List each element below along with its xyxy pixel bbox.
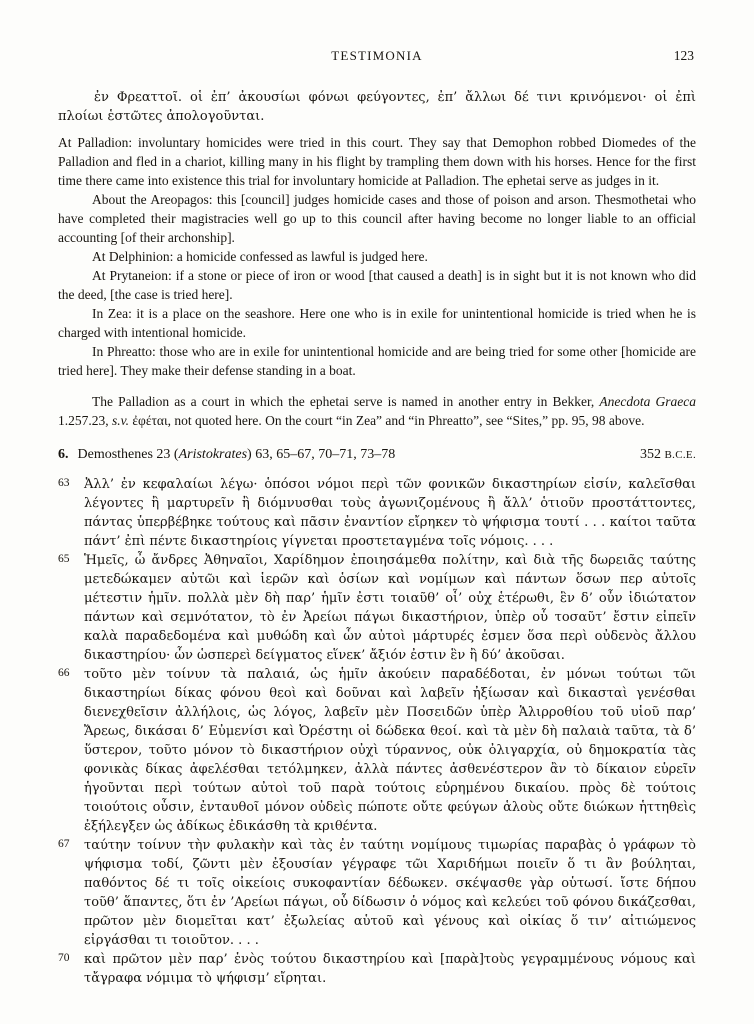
page-number: 123 — [673, 48, 694, 63]
greek-passage-66 — [58, 665, 696, 836]
date-era: B.C.E. — [664, 449, 696, 461]
passage-number: 67 — [58, 838, 70, 850]
passage-greek-text: ταύτην τοίνυν τὴν φυλακὴν καὶ τὰς ἐν ταύτηι νομίμους τιμωρίας παραβὰς ὁ γράφων τὸ ψήφισμα τοδί, ζῶντι μὲν ἐξουσίαν γέγραφε τῶι Χαριδήμωι ποιεῖν ὅ τι ἂν βούληται, παθόντος δέ τι τοῖς οἰκείοις συκοφαντίαν δέδωκεν. σκέψασθε γὰρ οὑτωσί. ἴστε δήπου τοῦθ’ ἅπαντες, ὅτι ἐν ’Αρείωι πάγωι, οὗ δίδωσιν ὁ νόμος καὶ κελεύει τοῦ φόνου δικάζεσθαι, πρῶτον μὲν διομεῖται κατ’ ἐξωλείας αὑτοῦ καὶ γένους καὶ οἰκίας ὅ τιν’ αἰτιώμενος εἰργάσθαι τι τοιοῦτον. . . . — [84, 838, 696, 948]
translation-paragraph-areopagos: About the Areopagos: this [council] judges homicide cases and those of poison and arson. Thesmothetai who have completed their magistracies well go up to this council after having become no longer liable to an official accounting [of their archonship]. — [58, 192, 696, 245]
passage-greek-text: Ἀλλ’ ἐν κεφαλαίωι λέγω· ὁπόσοι νόμοι περὶ τῶν φονικῶν δικαστηρίων εἰσίν, καλεῖσθαι λέγοντες ἢ μαρτυρεῖν ἢ διόμνυσθαι τοὺς ἀγωνιζομένους ἢ ἄλλ’ ὁτιοῦν προστάττοντες, πάντας ὑπερβέβηκε τούτους καὶ πᾶσιν ἐναντίον εἴρηκεν τὸ ψήφισμα τουτί . . . καίτοι ταῦτα πάντ’ ἐπὶ πέντε δικαστηρίοις γίγνεται προστεταγμένα τοῖς νόμοις. . . . — [84, 477, 696, 549]
page-header — [58, 48, 696, 66]
translation-paragraph-phreatto: In Phreatto: those who are in exile for unintentional homicide and are being tried for some other [homicide are tried here]. They make their defense standing in a boat. — [58, 344, 696, 378]
passage-number: 66 — [58, 667, 70, 679]
section-citation — [58, 445, 395, 464]
passage-greek-text: τοῦτο μὲν τοίνυν τὰ παλαιά, ὡς ἡμῖν ἀκούειν παραδέδοται, ἐν μόνωι τούτωι τῶι δικαστηρίωι δίκας φόνου θεοὶ καὶ δοῦναι καὶ λαβεῖν ἠξίωσαν καὶ δικασταὶ γενέσθαι διενεχθεῖσιν ἀλλήλοις, ὡς λόγος, λαβεῖν μὲν Ποσειδῶν ὑπὲρ Ἁλιρροθίου τοῦ υἱοῦ παρ’ Ἄρεως, δικάσαι δ’ Εὐμενίσι καὶ Ὀρέστηι οἱ δώδεκα θεοί. καὶ τὰ μὲν δὴ παλαιὰ ταῦτα, τὰ δ’ ὕστερον, τοῦτο μόνον τὸ δικαστήριον οὐχὶ τύραννος, οὐκ ὀλιγαρχία, οὐ δημοκρατία τὰς φονικὰς δίκας ἀφελέσθαι τετόλμηκεν, ἀλλὰ πάντες ἀσθενέστερον ἂν τὸ δίκαιον εὑρεῖν ἡγοῦνται περὶ τούτων αὐτοὶ τοῦ παρὰ τούτοις εὑρημένου δικαίου. πρὸς δὲ τούτοις τοιούτοις οὖσιν, ἐνταυθοῖ μόνον οὐδεὶς πώποτε οὔτε φεύγων ἁλοὺς οὔτε διώκων ἡττηθεὶς ἐξήλεγξεν ὡς ἀδίκως ἐδικάσθη τὰ κριθέντα. — [84, 667, 696, 834]
citation-sections: ) 63, 65–67, 70–71, 73–78 — [247, 447, 396, 462]
passage-greek-text: καὶ πρῶτον μὲν παρ’ ἑνὸς τούτου δικαστηρίου καὶ [παρὰ]τοὺς γεγραμμένους νόμους καὶ τἄγραφα νόμιμα τὸ ψήφισμ’ εἴρηται. — [84, 952, 696, 986]
commentary-sv-abbrev: s.v. — [112, 413, 129, 428]
passage-number: 70 — [58, 952, 70, 964]
translation-paragraph-palladion: At Palladion: involuntary homicides were tried in this court. They say that Demophon robbed Diomedes of the Palladion and fled in a chariot, killing many in his flight by trampling them down with his horses. Hence for the first time there came into existence this trial for involuntary homicide at Palladion. The ephetai serve as judges in it. — [58, 135, 696, 188]
greek-quote-continuation: ἐν Φρεαττοῖ. οἱ ἐπ’ ἀκουσίωι φόνωι φεύγοντες, ἐπ’ ἄλλωι δέ τινι κρινόμενοι· οἱ ἐπὶ πλοίωι ἑστῶτες ἀπολογοῦνται. — [58, 90, 696, 124]
greek-passage-65 — [58, 551, 696, 665]
translation-paragraph-prytaneion: At Prytaneion: if a stone or piece of iron or wood [that caused a death] is in sight but it is not known who did the deed, [the case is tried here]. — [58, 268, 696, 302]
commentary-paragraph — [58, 392, 696, 430]
commentary-work-title: Anecdota Graeca — [599, 394, 697, 409]
running-head: TESTIMONIA — [331, 48, 423, 63]
passage-number: 63 — [58, 477, 70, 489]
greek-passage-67 — [58, 836, 696, 950]
commentary-text: 1.257.23, — [58, 413, 112, 428]
commentary-text: ἐφέται, not quoted here. On the court “in Zea” and “in Phreatto”, see “Sites,” pp. 95, 98 above. — [129, 413, 645, 428]
section-date — [640, 445, 696, 465]
section-heading — [58, 445, 696, 465]
passage-greek-text: Ἡμεῖς, ὦ ἄνδρες Ἀθηναῖοι, Χαρίδημον ἐποιησάμεθα πολίτην, καὶ διὰ τῆς δωρειᾶς ταύτης μετεδώκαμεν αὐτῶι καὶ ἱερῶν καὶ ὁσίων καὶ νομίμων καὶ πάντων ὅσων περ αὐτοῖς μέτεστιν ἡμῖν. πολλὰ μὲν δὴ παρ’ ἡμῖν ἐστι τοιαῦθ’ οἷ’ οὐχ ἑτέρωθι, ἓν δ’ οὖν ἰδιώτατον πάντων καὶ σεμνότατον, τὸ ἐν Ἀρείωι πάγωι δικαστήριον, ὑπὲρ οὗ τοσαῦτ’ ἔστιν εἰπεῖν καλὰ παραδεδομένα καὶ μυθώδη καὶ ὧν αὐτοὶ μάρτυρές ἐσμεν ὅσα περὶ οὐδενὸς ἄλλου δικαστηρίου· ὧν ὡσπερεὶ δείγματος εἵνεκ’ ἄξιόν ἐστιν ἓν ἢ δύ’ ἀκοῦσαι. — [84, 553, 696, 663]
translation-paragraph-zea: In Zea: it is a place on the seashore. Here one who is in exile for unintentional homicide is tried when he is charged with intentional homicide. — [58, 306, 696, 340]
citation-text: Demosthenes 23 ( — [77, 447, 179, 462]
commentary-text: The Palladion as a court in which the ephetai serve is named in another entry in Bekker, — [92, 394, 600, 409]
date-year: 352 — [640, 447, 662, 462]
section-number: 6. — [58, 447, 69, 462]
translation-paragraph-delphinion: At Delphinion: a homicide confessed as lawful is judged here. — [92, 249, 428, 264]
page-body — [58, 88, 696, 988]
passage-number: 65 — [58, 553, 70, 565]
greek-passage-63 — [58, 475, 696, 551]
work-title: Aristokrates — [178, 447, 248, 462]
greek-passage-70 — [58, 950, 696, 988]
